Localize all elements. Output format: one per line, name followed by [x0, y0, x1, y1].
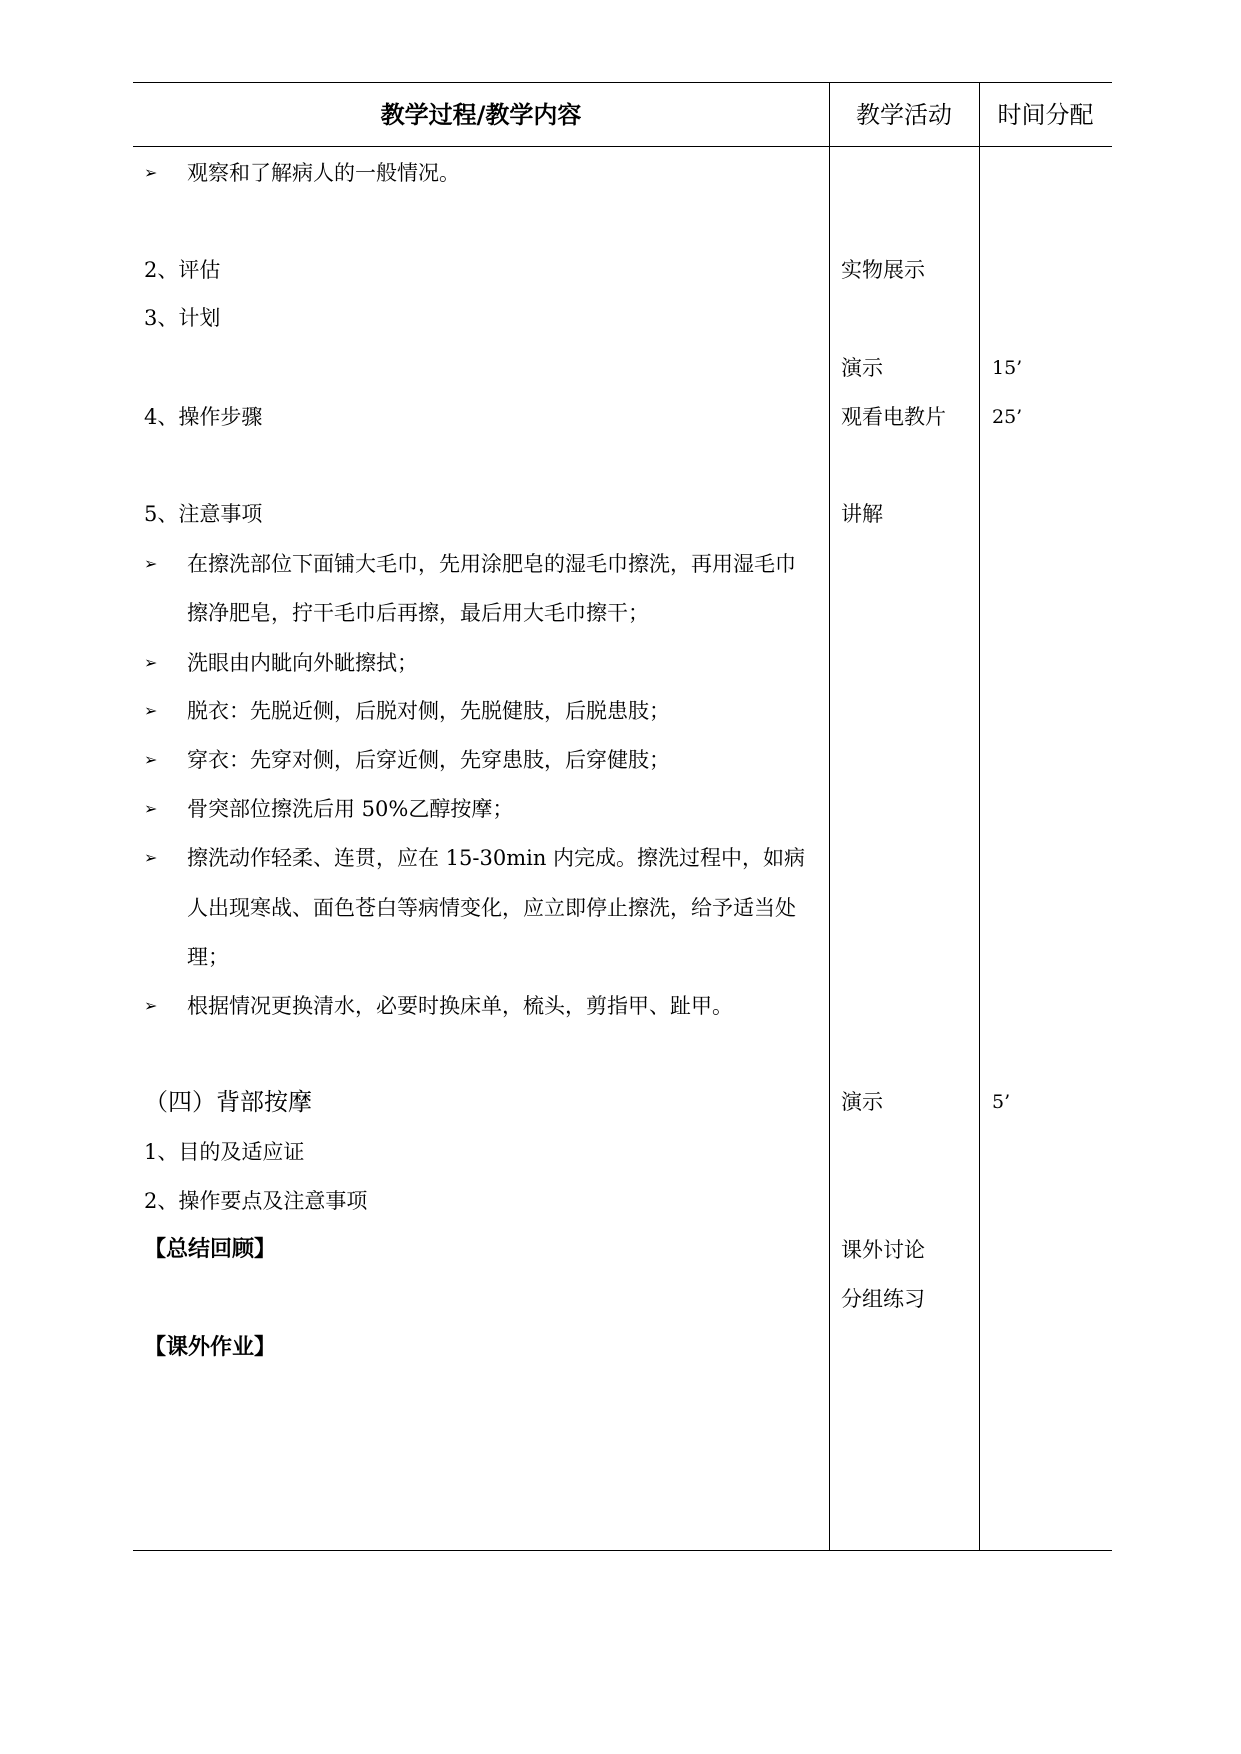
content-text: 骨突部位擦洗后用 50%乙醇按摩； — [187, 797, 514, 821]
time-cell: 15’ — [992, 357, 1023, 379]
time-cell: 25’ — [992, 406, 1023, 428]
table-header-rule — [133, 146, 1112, 147]
item-steps: 4、操作步骤 — [144, 405, 263, 429]
item-notes: 5、注意事项 — [144, 502, 263, 526]
content-text: 穿衣：先穿对侧，后穿近侧，先穿患肢，后穿健肢； — [187, 748, 670, 772]
summary-heading: 【总结回顾】 — [144, 1237, 277, 1262]
content-text: 洗眼由内眦向外眦擦拭； — [187, 651, 418, 675]
bullet-arrow-icon: ➢ — [144, 799, 158, 818]
content-text: 擦净肥皂，拧干毛巾后再擦，最后用大毛巾擦干； — [187, 601, 649, 625]
table-bottom-rule — [133, 1550, 1112, 1551]
content-text: 脱衣：先脱近侧，后脱对侧，先脱健肢，后脱患肢； — [187, 699, 670, 723]
header-time: 时间分配 — [997, 101, 1094, 129]
time-cell: 5’ — [992, 1091, 1011, 1113]
header-content: 教学过程/教学内容 — [380, 101, 582, 129]
activity-cell: 演示 — [841, 356, 883, 380]
item-assess: 2、评估 — [144, 258, 221, 282]
column-divider-activity — [829, 82, 830, 1550]
section-heading-back-massage: （四）背部按摩 — [144, 1088, 312, 1116]
content-text: 人出现寒战、面色苍白等病情变化，应立即停止擦洗，给予适当处 — [187, 896, 796, 920]
header-activity: 教学活动 — [856, 101, 952, 129]
homework-heading: 【课外作业】 — [144, 1335, 277, 1360]
content-text: 在擦洗部位下面铺大毛巾，先用涂肥皂的湿毛巾擦洗，再用湿毛巾 — [187, 552, 796, 576]
table-top-rule — [133, 82, 1112, 83]
content-text: 理； — [187, 945, 229, 969]
bullet-arrow-icon: ➢ — [144, 163, 158, 182]
activity-cell: 观看电教片 — [841, 405, 946, 429]
item-purpose: 1、目的及适应证 — [144, 1140, 305, 1164]
activity-cell: 课外讨论 — [841, 1238, 925, 1262]
bullet-arrow-icon: ➢ — [144, 750, 158, 769]
bullet-arrow-icon: ➢ — [144, 554, 158, 573]
bullet-arrow-icon: ➢ — [144, 653, 158, 672]
activity-cell: 实物展示 — [841, 258, 925, 282]
column-divider-time — [979, 82, 980, 1550]
item-key-points: 2、操作要点及注意事项 — [144, 1189, 368, 1213]
item-plan: 3、计划 — [144, 306, 221, 330]
activity-cell: 分组练习 — [841, 1287, 925, 1311]
activity-cell: 讲解 — [841, 502, 883, 526]
content-text: 擦洗动作轻柔、连贯，应在 15-30min 内完成。擦洗过程中，如病 — [187, 846, 806, 870]
bullet-arrow-icon: ➢ — [144, 848, 158, 867]
content-text: 根据情况更换清水，必要时换床单，梳头，剪指甲、趾甲。 — [187, 994, 733, 1018]
content-text: 观察和了解病人的一般情况。 — [187, 161, 460, 185]
bullet-arrow-icon: ➢ — [144, 996, 158, 1015]
bullet-arrow-icon: ➢ — [144, 701, 158, 720]
activity-cell: 演示 — [841, 1090, 883, 1114]
